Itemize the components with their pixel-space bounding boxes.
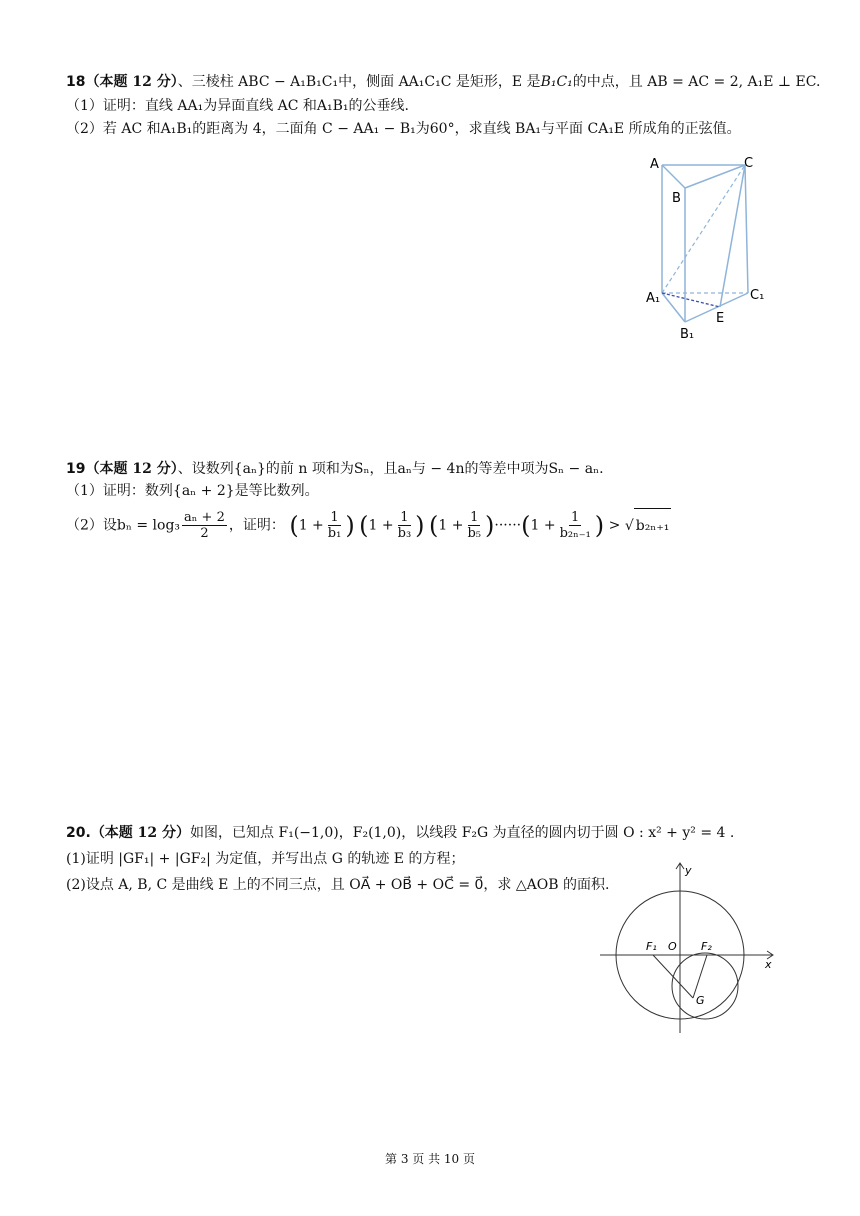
q19-term2-frac xyxy=(396,510,414,541)
q19-score: （本题 12 分） xyxy=(85,461,178,477)
edge-CE xyxy=(720,165,745,307)
q19-stem-text: 、设数列{aₙ}的前 n 项和为Sₙ，且aₙ与 − 4n的等差中项为Sₙ − aₙ. xyxy=(177,461,604,477)
q19-dots: ······ xyxy=(494,517,522,534)
q19-term3-frac xyxy=(465,510,483,541)
label-F1: F₁ xyxy=(646,940,657,953)
q19-part2-mid: ，证明： xyxy=(228,517,285,534)
label-E: E xyxy=(716,311,725,326)
segment-GF1 xyxy=(653,955,693,998)
q19-term1-num: 1 xyxy=(330,510,339,525)
label-x: x xyxy=(765,958,772,971)
label-F2: F₂ xyxy=(701,940,712,953)
label-B1: B₁ xyxy=(680,327,695,342)
q19-bn-den: 2 xyxy=(200,526,209,541)
q19-bn-fraction xyxy=(182,510,227,541)
q20-number: 20. xyxy=(66,825,91,841)
label-B: B xyxy=(672,191,681,206)
q19-gt: > xyxy=(608,517,621,534)
q18-prism-figure xyxy=(640,150,780,345)
label-A1: A₁ xyxy=(646,291,661,306)
q19-term1-one: 1 + xyxy=(298,517,324,534)
q19-sqrt-radicand: b₂ₙ₊₁ xyxy=(634,508,672,543)
q19-part1: （1）证明：数列{aₙ + 2}是等比数列。 xyxy=(66,483,319,499)
edge-A1C-hidden xyxy=(662,165,745,293)
q20-circle-figure xyxy=(595,858,785,1038)
q19-bn-num: aₙ + 2 xyxy=(184,510,225,525)
q19-stem xyxy=(66,459,604,479)
q20-stem-text: 如图，已知点 F₁(−1,0)，F₂(1,0)，以线段 F₂G 为直径的圆内切于圆 O : x² + y² = 4 . xyxy=(190,825,735,841)
label-G: G xyxy=(696,994,705,1007)
q18-stem-seg: B₁C₁ xyxy=(540,74,573,90)
q19-term3-num: 1 xyxy=(470,510,479,525)
page-footer: 第 3 页 共 10 页 xyxy=(385,1152,475,1166)
segment-GF2 xyxy=(693,955,707,998)
edge-CC1 xyxy=(745,165,748,293)
q20-part1: (1)证明 |GF₁| + |GF₂| 为定值，并写出点 G 的轨迹 E 的方程； xyxy=(66,851,465,867)
label-C: C xyxy=(744,156,754,171)
q20-score: （本题 12 分） xyxy=(90,825,191,841)
q20-stem xyxy=(66,823,734,843)
q19-term1-den: b₁ xyxy=(327,526,342,541)
q18-stem xyxy=(66,72,820,92)
q18-part1: （1）证明：直线 AA₁为异面直线 AC 和A₁B₁的公垂线. xyxy=(66,98,409,114)
q18-number: 18 xyxy=(66,74,86,90)
q19-term4-one: 1 + xyxy=(530,517,556,534)
q19-term4-frac xyxy=(558,510,593,541)
q19-part2-prefix: （2）设bₙ = log₃ xyxy=(66,517,181,534)
edge-BC xyxy=(685,165,745,188)
q19-term3-one: 1 + xyxy=(438,517,464,534)
q19-term2-den: b₃ xyxy=(397,526,412,541)
q18-stem-part1: 、三棱柱 ABC − A₁B₁C₁中，侧面 AA₁C₁C 是矩形，E 是 xyxy=(177,74,541,90)
q19-term1-frac xyxy=(326,510,344,541)
q19-term2-num: 1 xyxy=(400,510,409,525)
q19-term3-den: b₅ xyxy=(467,526,482,541)
label-O: O xyxy=(668,940,677,953)
q18-stem-part2: 的中点，且 AB = AC = 2, A₁E ⊥ EC. xyxy=(572,74,821,90)
label-A: A xyxy=(650,157,659,172)
q19-number: 19 xyxy=(66,461,86,477)
q19-part2: （2）设bₙ = log₃ $\frac{\text{aₙ + 2}}{2}$ ，证明： (1 + $\frac{1}{\text{b₁}}$ ) (1 + $\frac{1}{\text{b₃}}$ ) (1 + $\frac{1}{\text{b₅}}$ )······(1 + $\frac{1}{\text{b₂ₙ₋₁}}$ ) > √ b₂ₙ₊₁ xyxy=(66,510,670,541)
q19-sqrt: √ b₂ₙ₊₁ xyxy=(625,508,672,543)
q19-term4-den: b₂ₙ₋₁ xyxy=(559,526,591,541)
label-C1: C₁ xyxy=(750,288,765,303)
label-y: y xyxy=(685,864,692,877)
q19-term4-num: 1 xyxy=(571,510,580,525)
q20-part2: (2)设点 A, B, C 是曲线 E 上的不同三点，且 OA⃗ + OB⃗ + OC⃗ = 0⃗，求 △AOB 的面积. xyxy=(66,877,610,893)
q18-part2: （2）若 AC 和A₁B₁的距离为 4，二面角 C − AA₁ − B₁为60°，求直线 BA₁与平面 CA₁E 所成角的正弦值。 xyxy=(66,121,741,137)
edge-AB xyxy=(662,165,685,188)
q19-term2-one: 1 + xyxy=(368,517,394,534)
q18-score: （本题 12 分） xyxy=(85,74,178,90)
